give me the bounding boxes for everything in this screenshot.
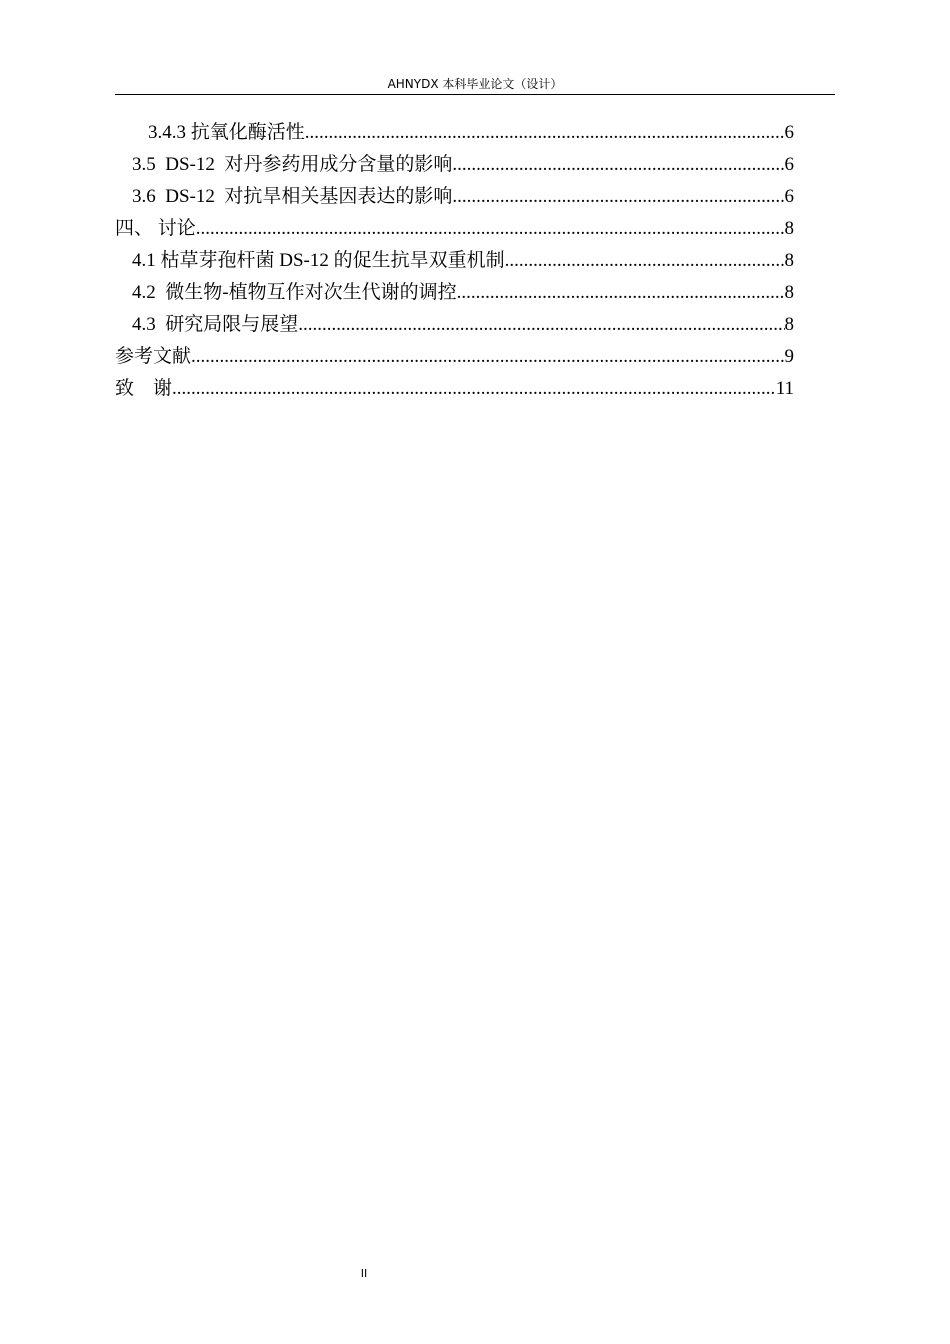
toc-entry-page: 8 (784, 218, 794, 239)
toc-dot-leader (172, 373, 776, 405)
page-number: II (360, 1267, 368, 1280)
toc-entry[interactable] (115, 341, 794, 373)
toc-entry-page: 8 (784, 282, 794, 303)
toc-entry[interactable] (115, 213, 794, 245)
toc-entry-title: 3.4.3 抗氧化酶活性 (148, 122, 305, 143)
toc-entry-title: 4.1 枯草芽孢杆菌 DS-12 的促生抗旱双重机制 (132, 250, 505, 271)
toc-entry-page: 11 (775, 378, 794, 399)
toc-dot-leader (305, 117, 785, 149)
toc-entry[interactable] (115, 117, 794, 149)
toc-entry-page: 9 (784, 346, 794, 367)
toc-entry-page: 6 (784, 154, 794, 175)
toc-entry[interactable] (115, 149, 794, 181)
toc-entry[interactable] (115, 277, 794, 309)
toc-entry-title: 参考文献 (115, 346, 192, 367)
toc-entry-title: 致 谢 (115, 378, 173, 399)
toc-entry-page: 6 (784, 186, 794, 207)
toc-dot-leader (452, 181, 784, 213)
toc-dot-leader (457, 277, 785, 309)
toc-dot-leader (505, 245, 785, 277)
toc-entry[interactable] (115, 309, 794, 341)
running-header: AHNYDX 本科毕业论文（设计） (387, 77, 563, 91)
toc-dot-leader (452, 149, 784, 181)
toc-dot-leader (196, 213, 785, 245)
toc-entry[interactable] (115, 373, 794, 405)
toc-entry[interactable] (115, 245, 794, 277)
table-of-contents (115, 117, 794, 405)
toc-entry-title: 四、 讨论 (115, 218, 196, 239)
toc-entry-title: 3.6 DS-12 对抗旱相关基因表达的影响 (132, 186, 453, 207)
toc-entry[interactable] (115, 181, 794, 213)
toc-entry-page: 8 (784, 314, 794, 335)
toc-entry-title: 4.2 微生物-植物互作对次生代谢的调控 (132, 282, 457, 303)
toc-dot-leader (298, 309, 784, 341)
toc-entry-page: 6 (784, 122, 794, 143)
header-divider (115, 94, 835, 95)
toc-entry-title: 4.3 研究局限与展望 (132, 314, 299, 335)
toc-entry-page: 8 (784, 250, 794, 271)
toc-entry-title: 3.5 DS-12 对丹参药用成分含量的影响 (132, 154, 453, 175)
toc-dot-leader (191, 341, 784, 373)
